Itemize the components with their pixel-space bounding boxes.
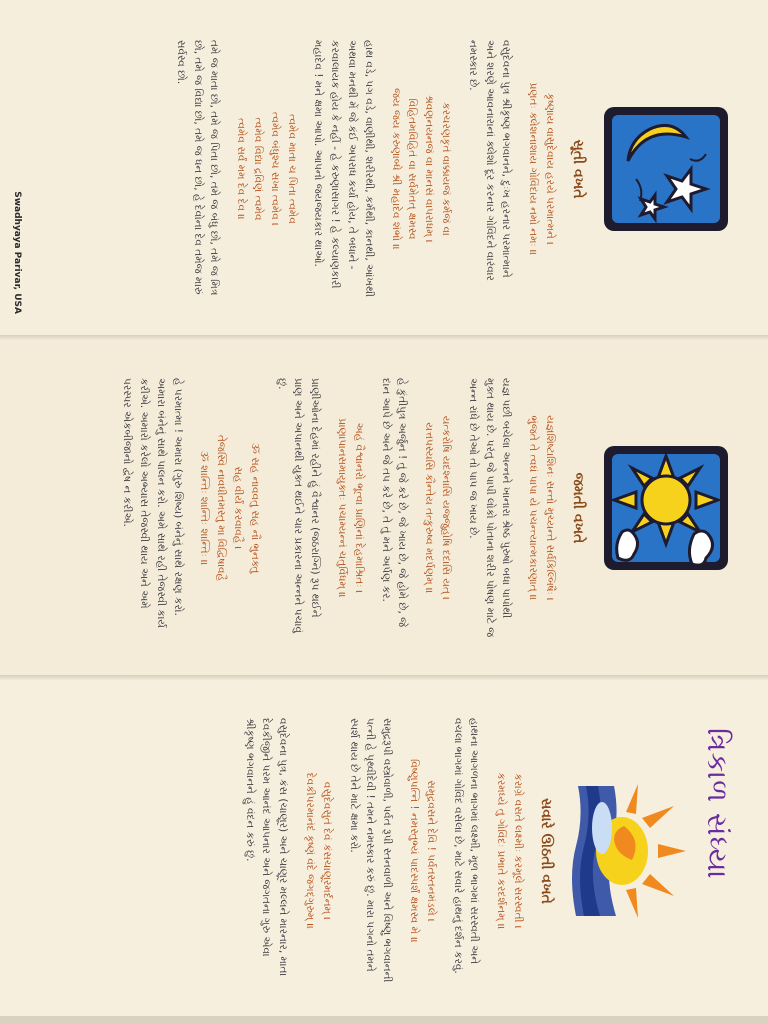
meal-section (0, 338, 768, 678)
sun-clouds-icon (596, 438, 736, 578)
document-title: ત્રિકાળ સંધ્યા (701, 728, 734, 880)
meal-meaning-3: પ્રાણીઓના દેહમાં રહીને હું વૈશ્વાનર (જઠરાગ્નિ) રૂપ થઈને પ્રાણ અને અપાનથી યુક્ત થઈને ચાર પ્રકારના અન્નને પચાવું છું. (275, 378, 322, 633)
meal-verse-3: અહં વૈશ્વાનરો ભૂત્વા પ્રાણિનાં દેહમાશ્રિતઃ । પ્રાણાપાનસમાયુક્તઃ પચામ્યન્નં ચતુર્વિધમ્ ॥ (336, 418, 365, 598)
night-section (0, 0, 768, 338)
meal-verse-1: યજ્ઞશિષ્ટાશિનઃ સન્તો મુચ્યન્તે સર્વકિલ્બિષૈઃ । ભુંજતે તે ત્વઘં પાપા યે પચન્ત્યાત્મકારણાત્ ॥ (527, 415, 556, 601)
night-heading: સૂતી વખતે (570, 139, 586, 199)
morning-meaning-2: સમુદ્રરૂપી વસ્ત્રોવાળી, પર્વત રૂપી સ્તનવાળી અને વિષ્ણુ ભગવાનની પત્ની હે પૃથ્વીદેવી ! તમને નમસ્કાર કરું છું. મારા પગનો તમને સ્પર્શ થાય છે તેને માટે ક્ષમા કરો. (347, 718, 394, 983)
morning-verse-1: કરાગ્રે વસતે લક્ષ્મીઃ કરમૂલે સરસ્વતી । કરમધ્યે તુ ગોવિંદઃ પ્રભાતે કરદર્શનમ્ ॥ (495, 772, 524, 930)
morning-verse-3: વસુદેવસુતં દેવં કંસચાણૂરમર્દનમ્ । દેવકીપરમાનંદં કૃષ્ણં વંદે જગદ્ગુરુમ્ ॥ (304, 772, 333, 930)
night-meaning-2: હાથ વડે, પગ વડે, વાણીથી, શરીરથી, કર્મથી, કાનથી, આંખથી અથવા મનથી મેં જે કંઈ અપરાધ કર્યા હોય, તે બધાને - કરવાલાયક હોય કે નહીં - હે કરુણાસાગર ! હે કલ્યાણકારી મહાદેવ ! મને ક્ષમા આપો. આપનો જયજયકાર થાઓ. (312, 40, 375, 298)
night-meaning-1: વસુદેવના પુત્ર શ્રીકૃષ્ણ ભગવાનને, દુઃખ હરનાર પરમાત્માને અને શરણે આવનારાનાં ક્લેશો દૂર કરનાર ગોવિંદને વારંવાર નમસ્કાર છે. (466, 40, 513, 281)
night-verse-1: કૃષ્ણાય વાસુદેવાય હરયે પરમાત્મને । પ્રણતઃ ક્લેશનાશાય ગોવિંદાય નમો નમઃ ॥ (527, 82, 556, 256)
night-verse-2: કરચરણકૃતં વાક્કાયજં કર્મજં વા શ્રવણનયનજં વા માનસં વાપરાધમ્ । વિહિતમવિહિતં વા સર્વમેતત્ ક્ષમસ્વ જય જય કરુણાબ્ધે શ્રી મહાદેવ શંભો ॥ (389, 88, 453, 250)
meal-heading: જમતી વખતે (570, 472, 586, 544)
morning-meaning-1: હાથના આગળના ભાગમાં લક્ષ્મી, મૂળ ભાગમાં સરસ્વતી અને વચલા ભાગમાં ગોવિંદ વસેલા છે, માટે સવારે હાથનું દર્શન કરવું. (451, 718, 481, 974)
meal-meaning-4: હે પરમાત્મા ! અમારા (ગુરુ શિષ્ય) બંનેનું સાથે રક્ષણ કરો. અમારા બંનેનું સાથે પાલન કરો. અમે સાથે રહી તેજસ્વી કાર્ય કરીએ. અમારો કરેલો અભ્યાસ તેજસ્વી થાય અને અમે પરસ્પર એકબીજાનો દ્વેષ ન કરીએ. (121, 378, 184, 629)
morning-section (0, 678, 768, 1024)
publisher-credit: Swadhyaya Parivar, USA (12, 191, 22, 314)
meal-meaning-1: યજ્ઞ પછી બચેલા અન્નને ખાનારા શ્રેષ્ઠ પુરુષો બધા પાપોથી મુક્ત થાય છે. પરંતુ જે પાપી લોકો પોતાના શરીર પોષણ માટે જ અન્ન રાંધે છે તેઓ તો પાપ જ ખાય છે. (466, 378, 513, 638)
meal-verse-2: યત્કરોષિ યદશ્નાસિ યજ્જુહોષિ દદાસિ યત્ । યત્તપસ્યસિ કૌન્તેય તત્કુરુષ્વ મદર્પણમ્ ॥ (423, 415, 453, 601)
night-verse-3: ત્વમેવ માતા ચ પિતા ત્વમેવ ત્વમેવ બંધુશ્ચ સખા ત્વમેવ । ત્વમેવ વિદ્યા દ્રવિણં ત્વમેવ ત્વમેવ સર્વં મમ દેવ દેવ ॥ (235, 112, 298, 226)
moon-stars-icon (596, 99, 736, 239)
meal-meaning-2: હે કુંતીપુત્ર અર્જુન ! તું જે કરે છે, જે ખાય છે, જે હોમે છે, જે દાન આપે છે અને જે તપ કરે છે, તે તું મને અર્પણ કર. (379, 378, 409, 628)
morning-meaning-3: વસુદેવના પુત્ર, કંસ (ચાણૂર) અને ચાણૂર મલ્લને મારનાર, માતા દેવકીજીને પરમ આનંદ આપનાર અને જગતના ગુરુ એવા શ્રીકૃષ્ણ ભગવાનને હું વંદન કરું છું. (243, 718, 290, 977)
meal-verse-4: ૐ સહ નાવવતુ સહ નૌ ભુનક્તુ સહ વીર્યં કરવાવહૈ । તેજસ્વિ નાવધીતમસ્તુ મા વિદ્વિષાવહૈ ૐ શાન્તિઃ શાન્તિઃ શાન્તિઃ ॥ (198, 434, 261, 582)
morning-verse-2: સમુદ્રવસને દેવિ ! પર્વતસ્તનમંડલે । વિષ્ણુપત્નિ ! નમસ્તુભ્યં પાદસ્પર્શં ક્ષમસ્વ મે ॥ (408, 759, 437, 943)
rising-sun-icon (564, 776, 694, 926)
night-meaning-3: તમે જ માતા છો, તમે જ પિતા છો, તમે જ બંધુ છો, તમે જ મિત્ર છો, તમે જ વિદ્યા છો, તમે જ ધન છો, હે દેવોના દેવ તમેજ મારું સર્વસ્વ છો. (174, 40, 221, 296)
morning-heading: સવારે ઊઠતી વખતે (538, 798, 554, 904)
